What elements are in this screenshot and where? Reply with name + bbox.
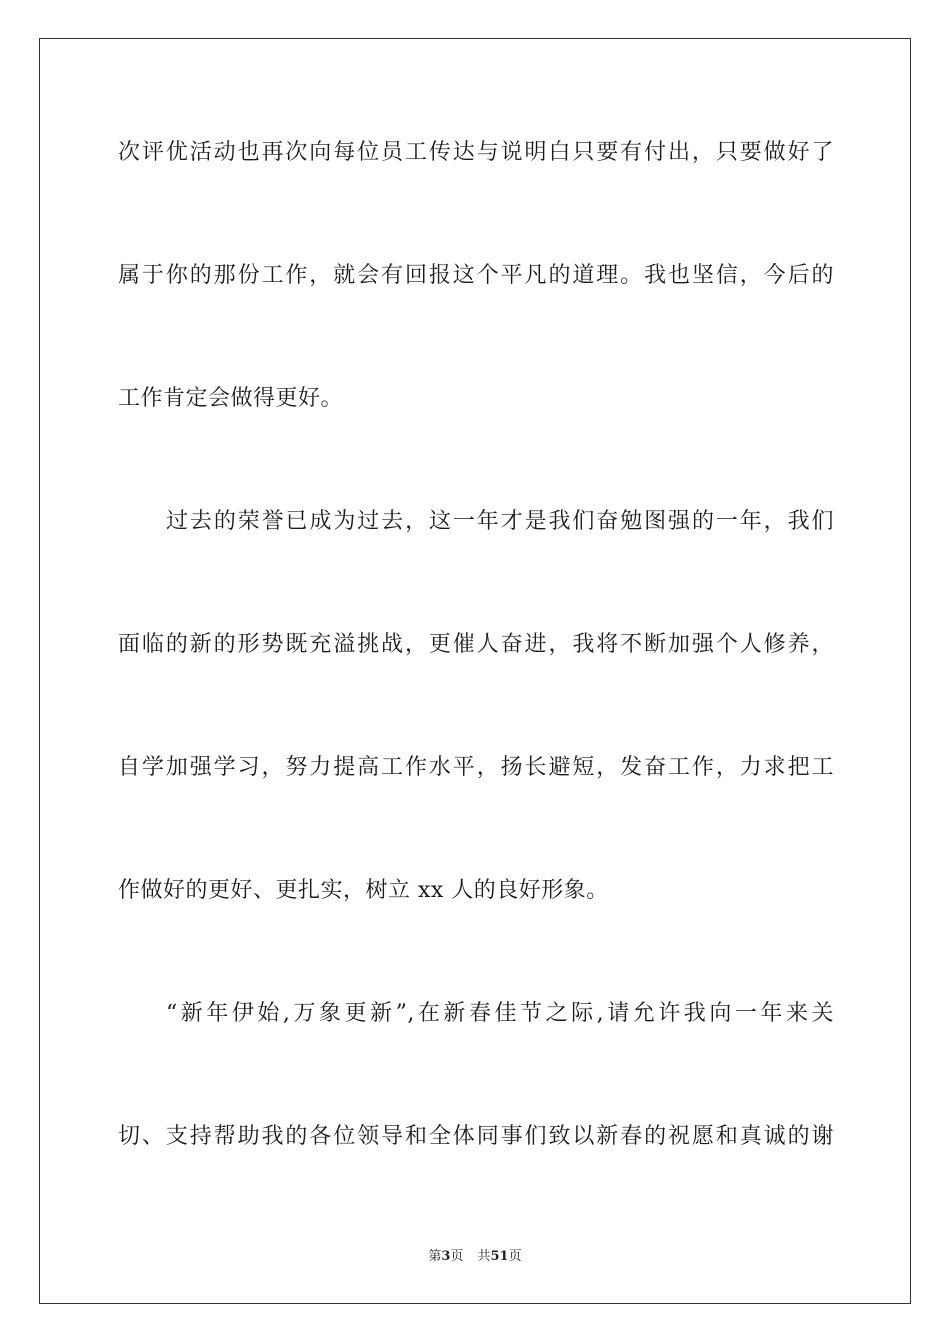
paragraph-2-line-3: 自学加强学习，努力提高工作水平，扬长避短，发奋工作，力求把工 (118, 755, 834, 780)
paragraph-2-line-1: 过去的荣誉已成为过去，这一年才是我们奋勉图强的一年，我们 (166, 509, 834, 534)
page-footer (0, 1248, 950, 1266)
paragraph-3-line-2: 切、支持帮助我的各位领导和全体同事们致以新春的祝愿和真诚的谢 (118, 1124, 834, 1149)
total-prefix: 共 (477, 1249, 491, 1264)
paragraph-2-line-4: 作做好的更好、更扎实，树立 xx 人的良好形象。 (118, 878, 609, 903)
paragraph-1-line-2: 属于你的那份工作，就会有回报这个平凡的道理。我也坚信，今后的 (118, 263, 834, 288)
page-suffix: 页 (450, 1249, 464, 1264)
paragraph-1-line-3: 工作肯定会做得更好。 (118, 386, 344, 411)
paragraph-1-line-1: 次评优活动也再次向每位员工传达与说明白只要有付出，只要做好了 (118, 140, 834, 165)
page-number: 3 (441, 1249, 451, 1264)
total-suffix: 页 (508, 1249, 522, 1264)
paragraph-3-line-1: “新年伊始,万象更新”,在新春佳节之际,请允许我向一年来关 (166, 1001, 834, 1026)
total-pages: 51 (490, 1249, 509, 1264)
page-border (39, 38, 911, 1304)
paragraph-2-line-2: 面临的新的形势既充溢挑战，更催人奋进，我将不断加强个人修养， (118, 632, 834, 657)
page-prefix: 第 (428, 1249, 442, 1264)
